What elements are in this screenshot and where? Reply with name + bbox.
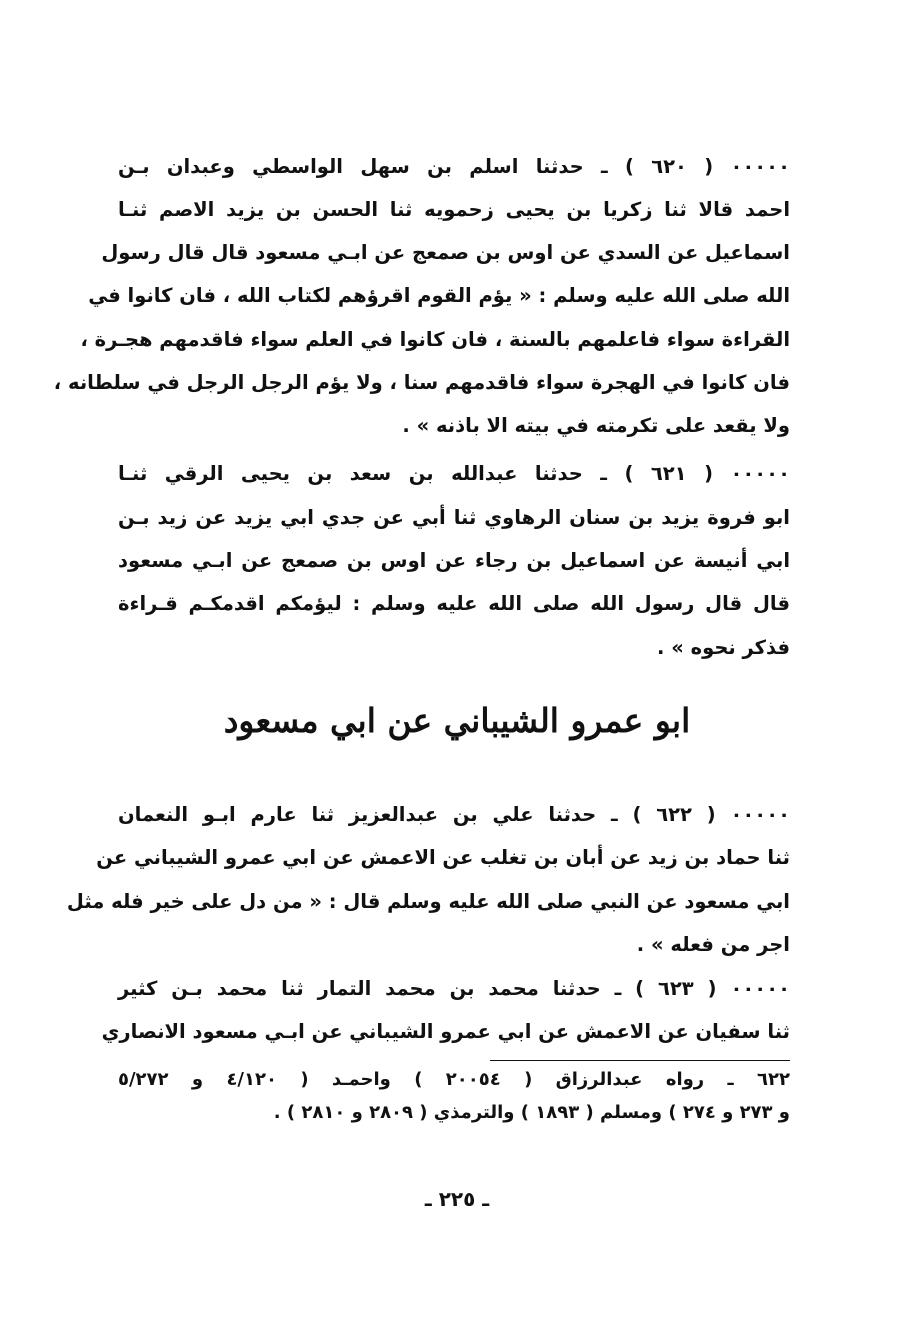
section-title: ابو عمرو الشيباني عن ابي مسعود	[223, 701, 691, 740]
hadith-621-line-3: ابي أنيسة عن اسماعيل بن رجاء عن اوس بن صمعج عن ابـي مسعود	[118, 549, 790, 572]
footnote-line-1: ٦٢٢ ـ رواه عبدالرزاق ( ٢٠٠٥٤ ) واحمـد ( ٤/١٢٠ و ٥/٢٧٢	[118, 1069, 790, 1090]
hadith-620-line-1: ٠٠٠٠٠ ( ٦٢٠ ) ـ حدثنا اسلم بن سهل الواسطي وعبدان بـن	[118, 155, 790, 178]
hadith-620-line-6: فان كانوا في الهجرة سواء فاقدمهم سنا ، ولا يؤم الرجل الرجل في سلطانه ،	[53, 371, 790, 394]
hadith-621-line-5: فذكر نحوه » .	[657, 636, 790, 659]
hadith-622-line-2: ثنا حماد بن زيد عن أبان بن تغلب عن الاعمش عن ابي عمرو الشيباني عن	[96, 846, 790, 869]
hadith-623-line-2: ثنا سفيان عن الاعمش عن ابي عمرو الشيباني عن ابـي مسعود الانصاري	[101, 1020, 790, 1043]
hadith-621-line-2: ابو فروة يزيد بن سنان الرهاوي ثنا أبي عن جدي ابي يزيد عن زيد بـن	[118, 506, 790, 529]
hadith-620-line-7: ولا يقعد على تكرمته في بيته الا باذنه » .	[402, 414, 790, 437]
hadith-621-line-4: قال قال رسول الله صلى الله عليه وسلم : ليؤمكم اقدمكـم قـراءة	[118, 592, 790, 615]
hadith-620-line-3: اسماعيل عن السدي عن اوس بن صمعج عن ابـي مسعود قال قال رسول	[101, 241, 790, 264]
hadith-622-line-3: ابي مسعود عن النبي صلى الله عليه وسلم قال : « من دل على خير فله مثل	[66, 890, 790, 913]
footnote-separator	[490, 1060, 790, 1061]
hadith-623-line-1: ٠٠٠٠٠ ( ٦٢٣ ) ـ حدثنا محمد بن محمد التمار ثنا محمد بـن كثير	[118, 977, 790, 1000]
hadith-620-line-5: القراءة سواء فاعلمهم بالسنة ، فان كانوا في العلم سواء فاقدمهم هجـرة ،	[80, 328, 790, 351]
hadith-620-line-2: احمد قالا ثنا زكريا بن يحيى زحمويه ثنا الحسن بن يزيد الاصم ثنـا	[118, 198, 790, 221]
hadith-620-line-4: الله صلى الله عليه وسلم : « يؤم القوم اقرؤهم لكتاب الله ، فان كانوا في	[88, 284, 790, 307]
hadith-622-line-1: ٠٠٠٠٠ ( ٦٢٢ ) ـ حدثنا علي بن عبدالعزيز ثنا عارم ابـو النعمان	[118, 803, 790, 826]
page-number: ـ ٢٢٥ ـ	[424, 1187, 490, 1211]
hadith-622-line-4: اجر من فعله » .	[636, 933, 790, 956]
hadith-621-line-1: ٠٠٠٠٠ ( ٦٢١ ) ـ حدثنا عبدالله بن سعد بن يحيى الرقي ثنـا	[118, 462, 790, 485]
footnote-line-2: و ٢٧٣ و ٢٧٤ ) ومسلم ( ١٨٩٣ ) والترمذي ( ٢٨٠٩ و ٢٨١٠ ) .	[273, 1102, 790, 1123]
